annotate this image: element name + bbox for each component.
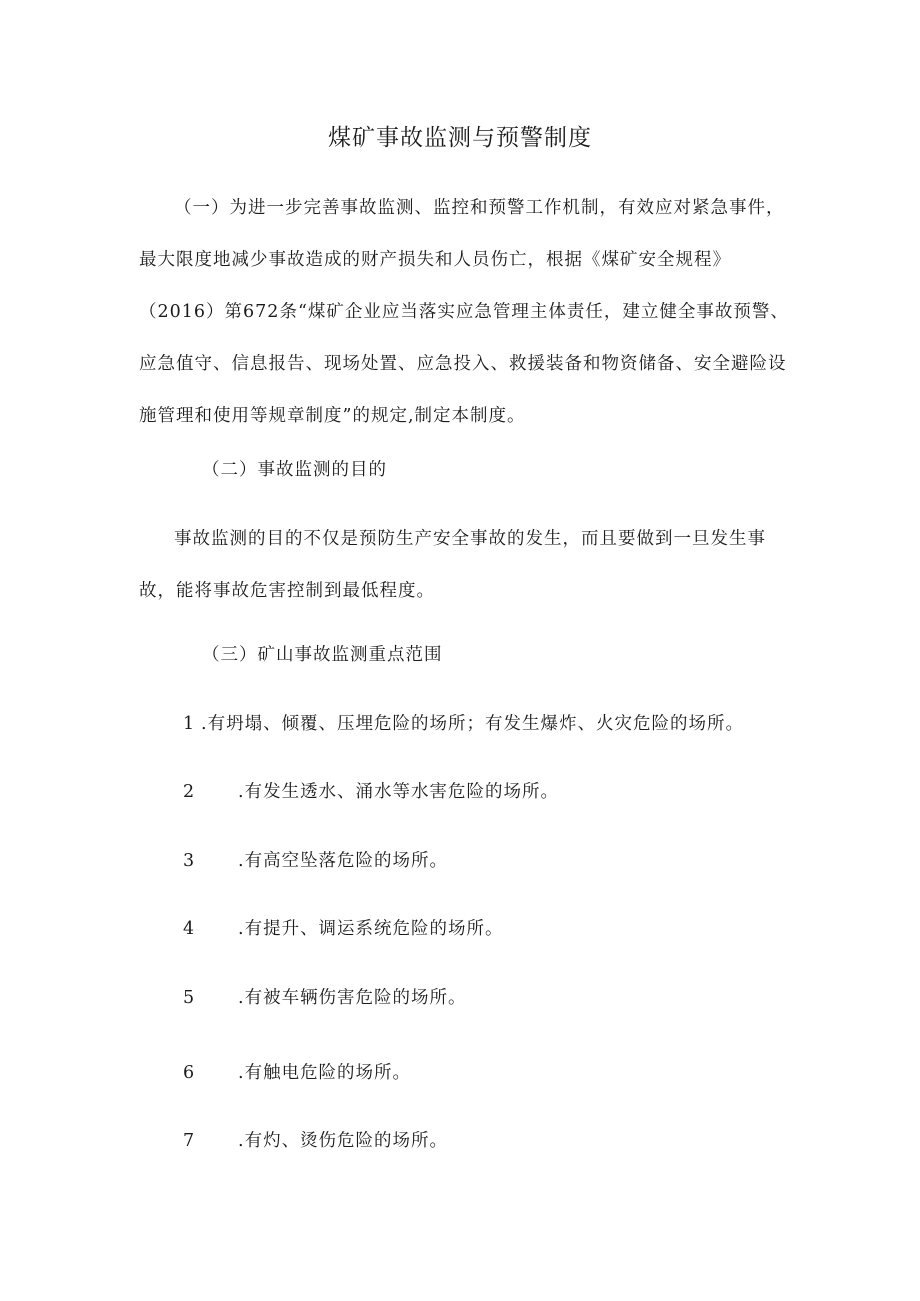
list-item-text: .有被车辆伤害危险的场所。 xyxy=(238,988,467,1008)
list-item-number: 3 xyxy=(183,851,196,871)
list-item-text: .有坍塌、倾覆、压埋危险的场所；有发生爆炸、火灾危险的场所。 xyxy=(201,714,745,734)
list-item-text: .有灼、烫伤危险的场所。 xyxy=(238,1131,449,1151)
section1-paragraph: （一）为进一步完善事故监测、监控和预警工作机制，有效应对紧急事件，最大限度地减少事故造成的财产损失和人员伤亡，根据《煤矿安全规程》（2016）第672条“煤矿企业应当落实应急管理主体责任，建立健全事故预警、应急值守、信息报告、现场处置、应急投入、救援装备和物资储备、安全避险设施管理和使用等规章制度”的规定,制定本制度。 xyxy=(139,198,789,426)
list-item-text: .有发生透水、涌水等水害危险的场所。 xyxy=(238,782,560,802)
section2-heading: （二）事故监测的目的 xyxy=(202,460,387,480)
list-item-text: .有提升、调运系统危险的场所。 xyxy=(238,919,504,939)
section3-heading: （三）矿山事故监测重点范围 xyxy=(202,645,443,665)
list-item-number: 6 xyxy=(183,1063,196,1083)
document-title: 煤矿事故监测与预警制度 xyxy=(328,125,592,151)
list-item-number: 1 xyxy=(183,714,196,734)
list-item-number: 5 xyxy=(183,988,196,1008)
section2-paragraph: 事故监测的目的不仅是预防生产安全事故的发生，而且要做到一旦发生事故，能将事故危害控制到最低程度。 xyxy=(139,529,766,601)
list-item-number: 2 xyxy=(183,782,196,802)
list-item-number: 4 xyxy=(183,919,196,939)
list-item-number: 7 xyxy=(183,1131,196,1151)
list-item-text: .有高空坠落危险的场所。 xyxy=(238,851,449,871)
list-item-text: .有触电危险的场所。 xyxy=(238,1063,412,1083)
